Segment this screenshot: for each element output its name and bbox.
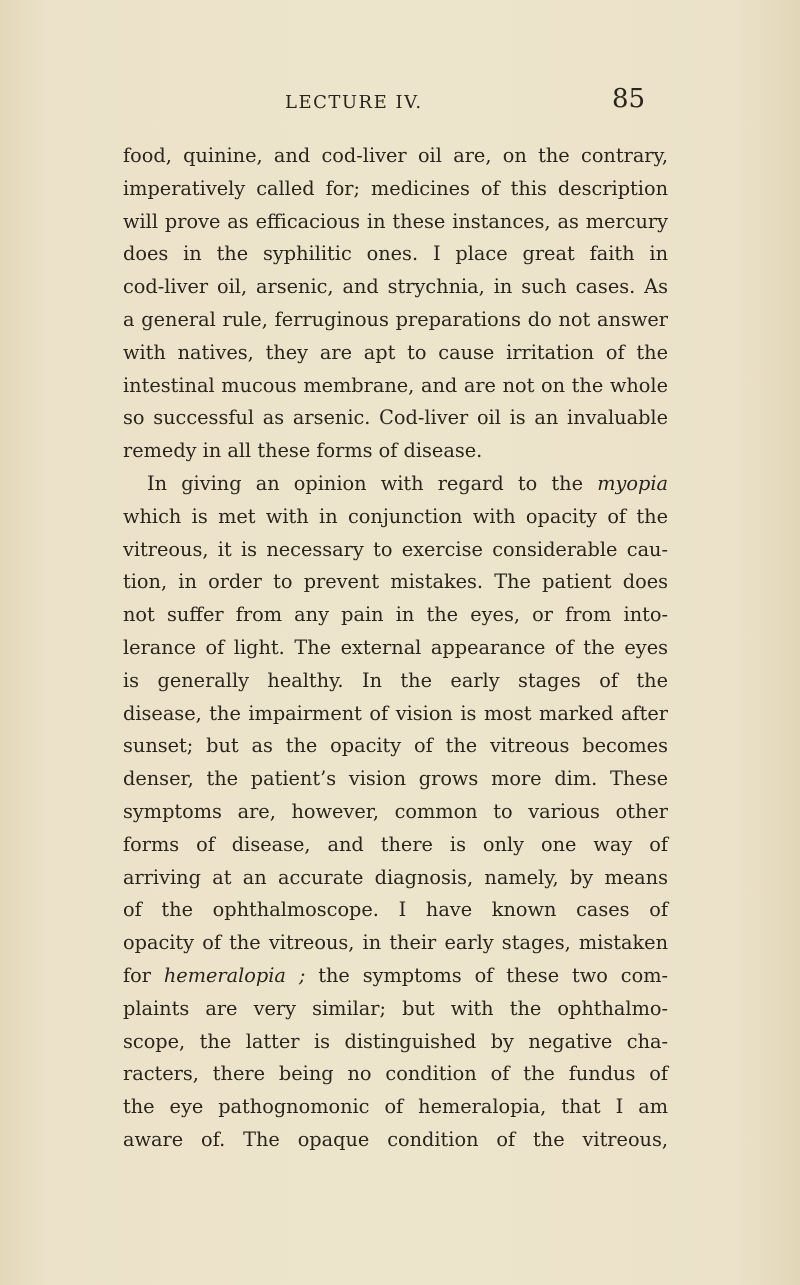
text-line: imperatively called for; medicines of this description bbox=[123, 176, 668, 200]
text-line: not suffer from any pain in the eyes, or from into- bbox=[123, 603, 668, 627]
italic-term: myopia bbox=[597, 471, 668, 495]
text-line: a general rule, ferruginous preparations do not answer bbox=[123, 307, 668, 331]
text-span: In giving an opinion with regard to the bbox=[147, 471, 584, 495]
text-line: cod-liver oil, arsenic, and strychnia, in such cases. As bbox=[123, 275, 668, 299]
text-line: is generally healthy. In the early stages of the bbox=[123, 668, 668, 692]
text-line: symptoms are, however, common to various other bbox=[123, 799, 668, 823]
text-line: intestinal mucous membrane, and are not on the whole bbox=[123, 373, 668, 397]
page-header bbox=[0, 84, 800, 122]
text-line: with natives, they are apt to cause irritation of the bbox=[123, 340, 668, 364]
text-line: so successful as arsenic. Cod-liver oil is an invaluable bbox=[123, 406, 668, 430]
text-span: the symptoms of these two com- bbox=[318, 963, 668, 987]
body-text bbox=[123, 140, 668, 1157]
text-line: opacity of the vitreous, in their early stages, mistaken bbox=[123, 931, 668, 955]
text-line: denser, the patient’s vision grows more dim. These bbox=[123, 767, 668, 791]
text-line: arriving at an accurate diagnosis, namely, by means bbox=[123, 865, 668, 889]
text-line: disease, the impairment of vision is most marked after bbox=[123, 701, 668, 725]
text-line: lerance of light. The external appearance of the eyes bbox=[123, 635, 668, 659]
text-line: food, quinine, and cod-liver oil are, on the contrary, bbox=[123, 144, 668, 167]
text-line bbox=[123, 468, 668, 501]
text-line: forms of disease, and there is only one way of bbox=[123, 832, 668, 856]
text-line: racters, there being no condition of the fundus of bbox=[123, 1062, 668, 1086]
page-number: 85 bbox=[612, 84, 646, 114]
text-line: tion, in order to prevent mistakes. The patient does bbox=[123, 570, 668, 594]
text-line: plaints are very similar; but with the ophthalmo- bbox=[123, 996, 668, 1020]
text-line: the eye pathognomonic of hemeralopia, that I am bbox=[123, 1095, 668, 1119]
text-line: which is met with in conjunction with opacity of the bbox=[123, 504, 668, 528]
text-line: scope, the latter is distinguished by negative cha- bbox=[123, 1029, 668, 1053]
text-span: for bbox=[123, 963, 151, 987]
text-line: remedy in all these forms of disease. bbox=[123, 439, 483, 463]
text-line: will prove as efficacious in these instances, as mercury bbox=[123, 209, 668, 233]
text-line: of the ophthalmoscope. I have known cases of bbox=[123, 898, 668, 922]
text-line: aware of. The opaque condition of the vitreous, bbox=[123, 1127, 668, 1151]
running-head: LECTURE IV. bbox=[285, 92, 423, 113]
text-line: does in the syphilitic ones. I place great faith in bbox=[123, 242, 668, 266]
text-line: vitreous, it is necessary to exercise considerable cau- bbox=[123, 537, 668, 561]
text-line bbox=[123, 960, 668, 993]
italic-term: hemeralopia ; bbox=[163, 963, 306, 987]
text-line: sunset; but as the opacity of the vitreous becomes bbox=[123, 734, 668, 758]
